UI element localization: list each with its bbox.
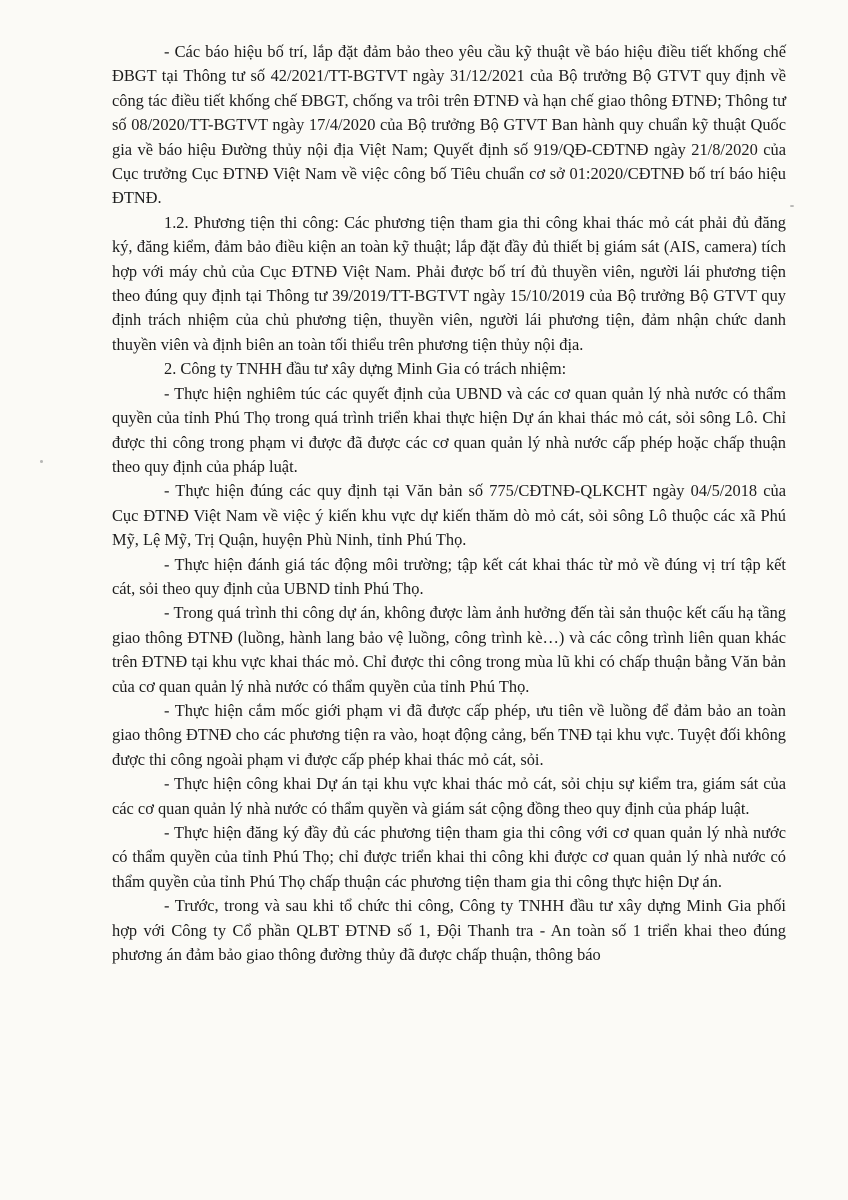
paragraph-decisions: - Thực hiện nghiêm túc các quyết định của UBND và các cơ quan quản lý nhà nước có thẩm quyền của tỉnh Phú Thọ trong quá trình triển khai thực hiện Dự án khai thác mỏ cát, sỏi sông Lô. Chỉ được thi công trong phạm vi được đã được các cơ quan quản lý nhà nước cấp phép hoặc chấp thuận theo quy định của pháp luật. xyxy=(112,383,786,476)
paragraph-boundary: - Thực hiện cắm mốc giới phạm vi đã được cấp phép, ưu tiên về luồng để đảm bảo an toàn giao thông ĐTNĐ cho các phương tiện ra vào, hoạt động cảng, bến TNĐ tại khu vực. Tuyệt đối không được thi công ngoài phạm vi được cấp phép khai thác mỏ cát, sỏi. xyxy=(112,700,786,769)
paragraph-vehicles: 1.2. Phương tiện thi công: Các phương tiện tham gia thi công khai thác mỏ cát phải đủ đăng ký, đăng kiểm, đảm bảo điều kiện an toàn kỹ thuật; lắp đặt đầy đủ thiết bị giám sát (AIS, camera) tích hợp với máy chủ của Cục ĐTNĐ Việt Nam. Phải được bố trí đủ thuyền viên, người lái phương tiện theo đúng quy định tại Thông tư 39/2019/TT-BGTVT ngày 15/10/2019 của Bộ trưởng Bộ GTVT quy định trách nhiệm của chủ phương tiện, thuyền viên, người lái phương tiện, đảm nhận chức danh thuyền viên và định biên an toàn tối thiểu trên phương tiện thủy nội địa. xyxy=(112,212,786,354)
paragraph-coordination: - Trước, trong và sau khi tổ chức thi công, Công ty TNHH đầu tư xây dựng Minh Gia phối hợp với Công ty Cổ phần QLBT ĐTNĐ số 1, Đội Thanh tra - An toàn số 1 triển khai theo đúng phương án đảm bảo giao thông đường thủy đã được chấp thuận, thông báo xyxy=(112,896,786,965)
paragraph-signage: - Các báo hiệu bố trí, lắp đặt đảm bảo theo yêu cầu kỹ thuật về báo hiệu điều tiết khống chế ĐBGT tại Thông tư số 42/2021/TT-BGTVT ngày 31/12/2021 của Bộ trưởng Bộ GTVT quy định về công tác điều tiết khống chế ĐBGT, chống va trôi trên ĐTNĐ và hạn chế giao thông ĐTNĐ; Thông tư số 08/2020/TT-BGTVT ngày 17/4/2020 của Bộ trưởng Bộ GTVT Ban hành quy chuẩn kỹ thuật Quốc gia về báo hiệu Đường thủy nội địa Việt Nam; Quyết định số 919/QĐ-CĐTNĐ ngày 21/8/2020 của Cục trưởng Cục ĐTNĐ Việt Nam về việc công bố Tiêu chuẩn cơ sở 01:2020/CĐTNĐ bố trí báo hiệu ĐTNĐ. xyxy=(112,42,786,208)
paragraph-infrastructure: - Trong quá trình thi công dự án, không được làm ảnh hưởng đến tài sản thuộc kết cấu hạ tầng giao thông ĐTNĐ (luồng, hành lang bảo vệ luồng, công trình kè…) và các công trình liên quan khác trên ĐTNĐ tại khu vực khai thác mỏ. Chỉ được thi công trong mùa lũ khi có chấp thuận bằng Văn bản của cơ quan quản lý nhà nước có thẩm quyền của tỉnh Phú Thọ. xyxy=(112,603,786,696)
scan-speck xyxy=(790,205,794,207)
paragraph-regulations: - Thực hiện đúng các quy định tại Văn bản số 775/CĐTNĐ-QLKCHT ngày 04/5/2018 của Cục ĐTNĐ Việt Nam về việc ý kiến khu vực dự kiến thăm dò mỏ cát, sỏi sông Lô thuộc các xã Phú Mỹ, Lệ Mỹ, Trị Quận, huyện Phù Ninh, tỉnh Phú Thọ. xyxy=(112,481,786,550)
paragraph-company-heading: 2. Công ty TNHH đầu tư xây dựng Minh Gia có trách nhiệm: xyxy=(164,359,567,379)
scan-speck xyxy=(40,460,43,463)
paragraph-vehicle-registration: - Thực hiện đăng ký đầy đủ các phương tiện tham gia thi công với cơ quan quản lý nhà nước có thẩm quyền của tỉnh Phú Thọ; chỉ được triển khai thi công khi được cơ quan quản lý nhà nước có thẩm quyền của tỉnh Phú Thọ chấp thuận các phương tiện tham gia thi công thực hiện Dự án. xyxy=(112,823,786,891)
paragraph-environment: - Thực hiện đánh giá tác động môi trường; tập kết cát khai thác từ mỏ về đúng vị trí tập kết cát, sỏi theo quy định của UBND tỉnh Phú Thọ. xyxy=(112,554,786,598)
paragraph-public-disclosure: - Thực hiện công khai Dự án tại khu vực khai thác mỏ cát, sỏi chịu sự kiểm tra, giám sát của các cơ quan quản lý nhà nước có thẩm quyền và giám sát cộng đồng theo quy định của pháp luật. xyxy=(112,774,786,818)
